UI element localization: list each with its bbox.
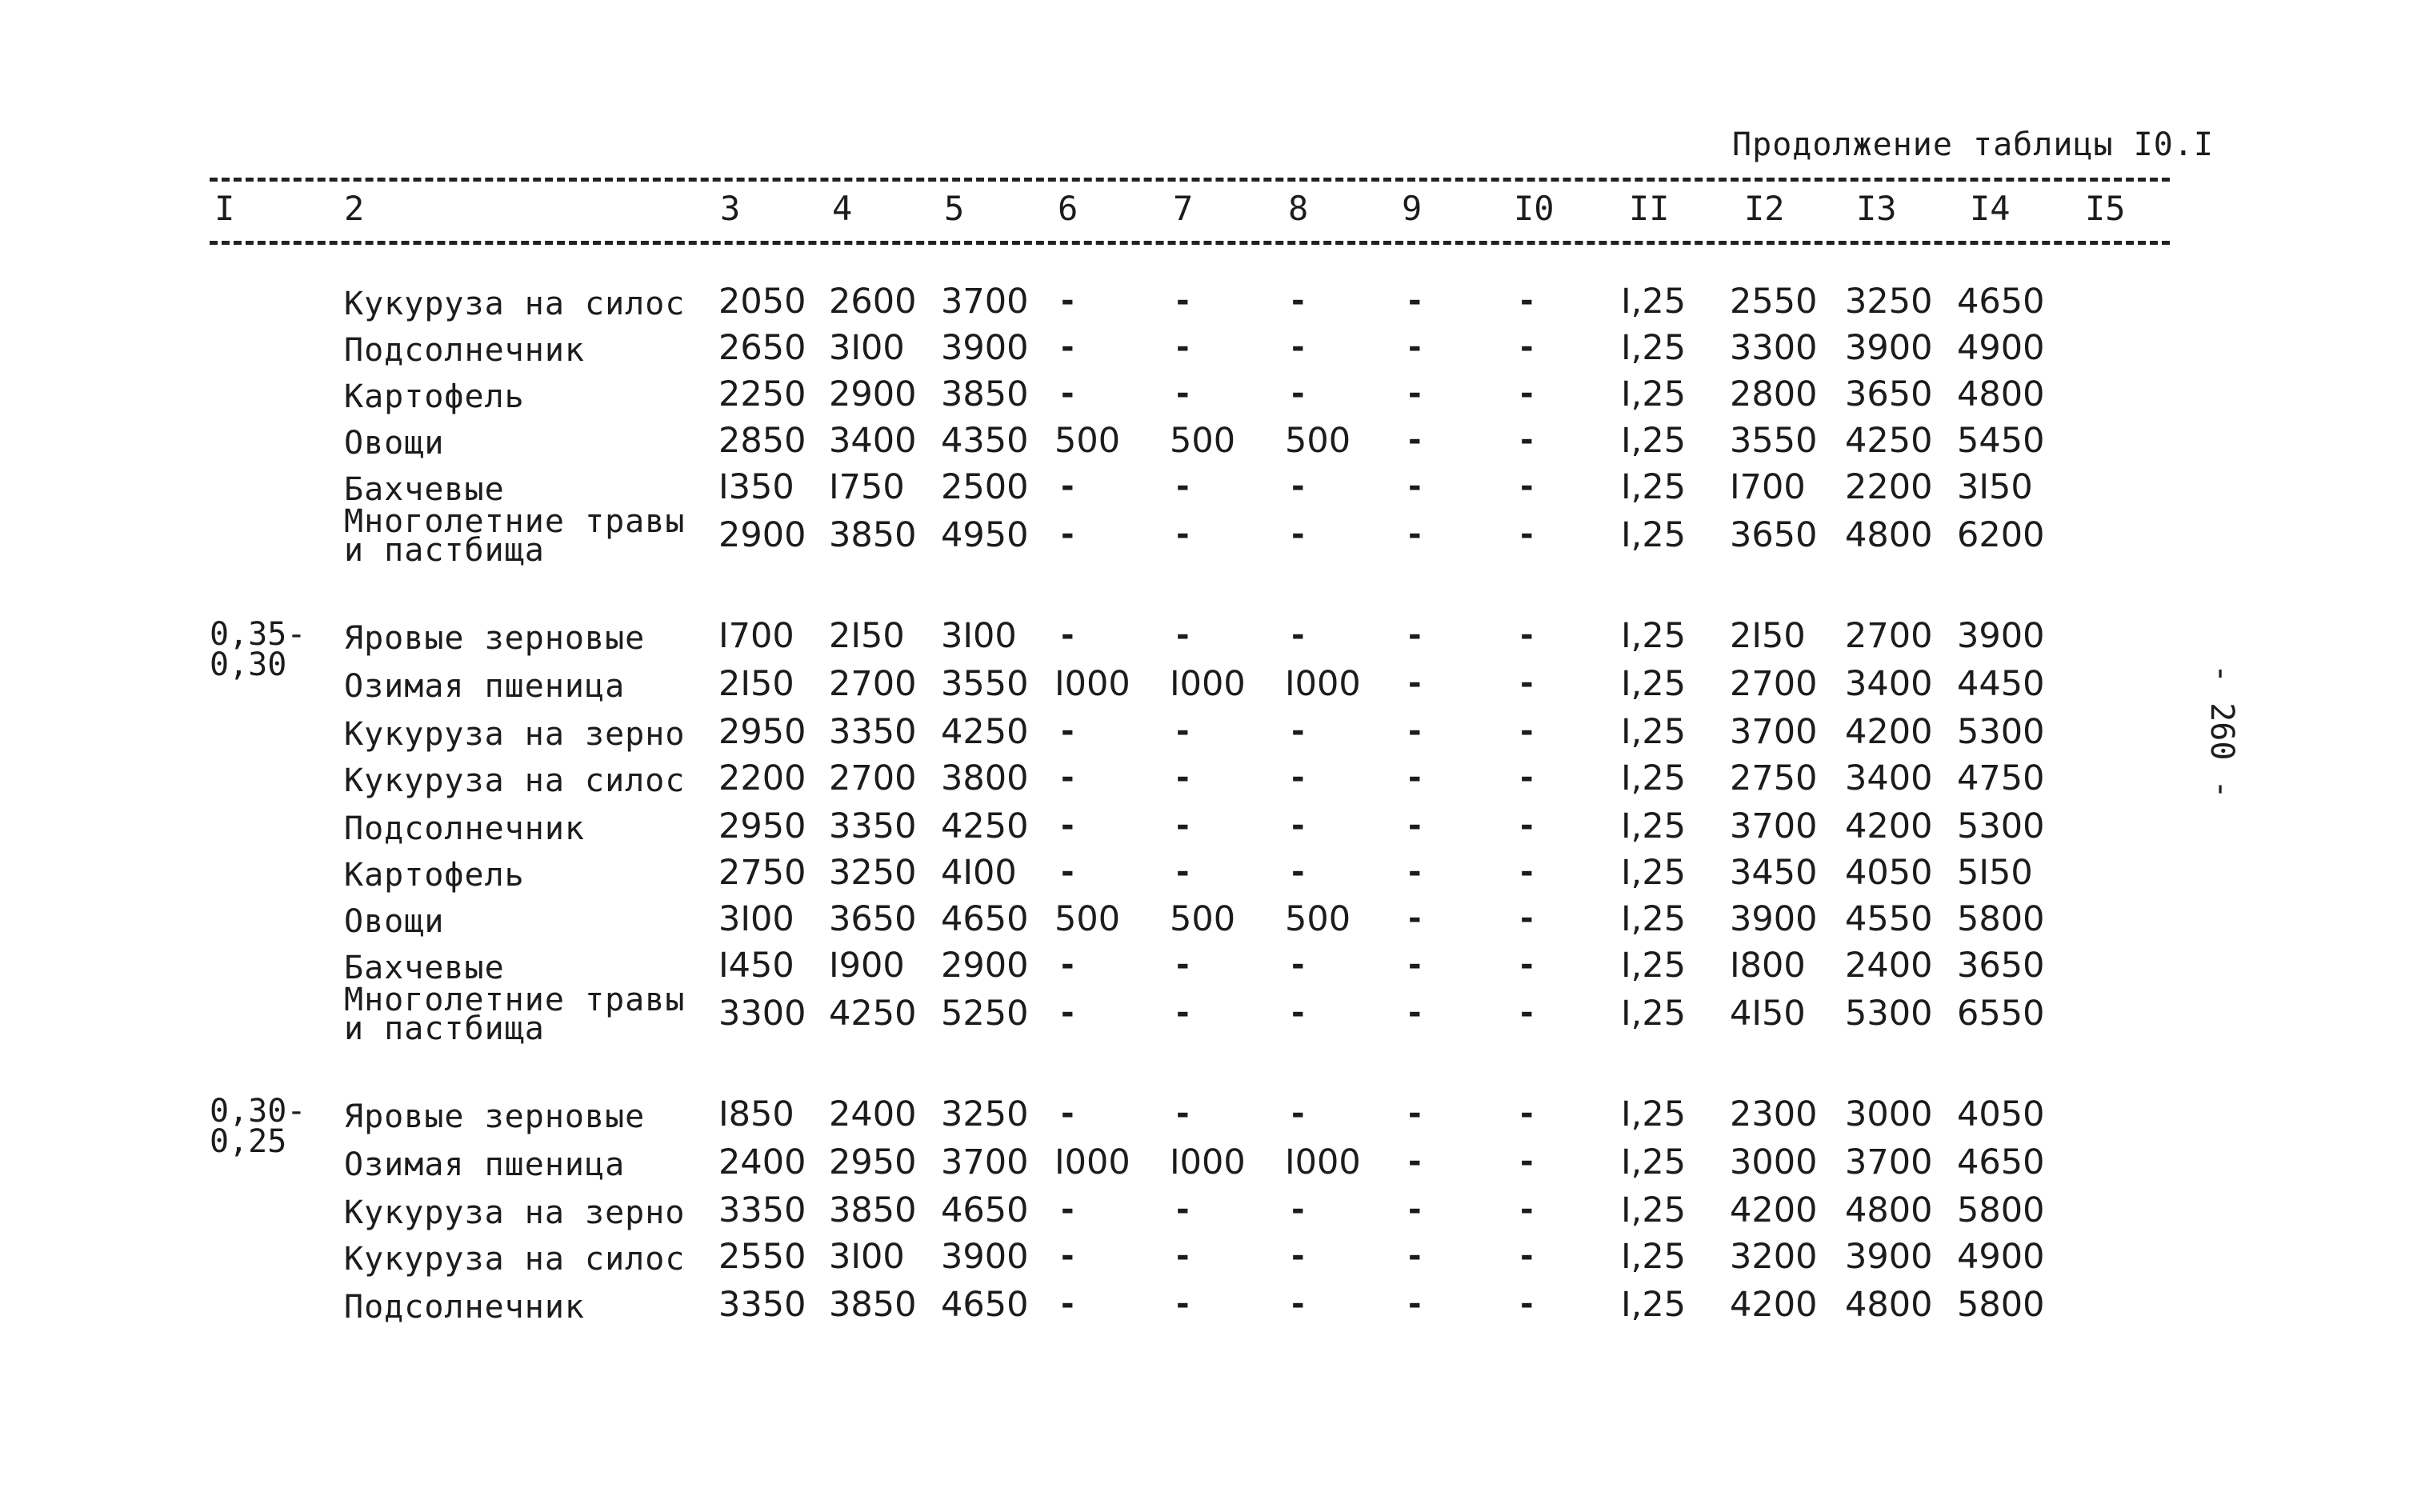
value-cell: 500 [1170, 899, 1236, 939]
empty-cell-dash: - [1520, 282, 1534, 319]
empty-cell-dash: - [1520, 1191, 1534, 1228]
column-header: 7 [1173, 189, 1194, 228]
value-cell: 2400 [829, 1094, 917, 1134]
value-cell: 3700 [941, 1142, 1029, 1182]
empty-cell-dash: - [1061, 1286, 1074, 1322]
value-cell: 3I00 [941, 616, 1017, 656]
value-cell: 3900 [1845, 328, 1933, 368]
empty-cell-dash: - [1061, 807, 1074, 844]
crop-name: Подсолнечник [344, 810, 585, 847]
empty-cell-dash: - [1520, 468, 1534, 505]
value-cell: 3700 [1730, 712, 1818, 752]
value-cell: 3650 [1730, 515, 1818, 555]
empty-cell-dash: - [1291, 713, 1305, 750]
crop-name: Кукуруза на зерно [344, 1194, 686, 1231]
value-cell: 3800 [941, 758, 1029, 798]
value-cell: 500 [1285, 421, 1351, 461]
empty-cell-dash: - [1176, 946, 1190, 983]
value-cell: 4650 [941, 1190, 1029, 1230]
empty-cell-dash: - [1408, 759, 1422, 796]
value-cell: 4800 [1957, 374, 2045, 414]
empty-cell-dash: - [1520, 854, 1534, 890]
value-cell: 3650 [1957, 946, 2045, 986]
empty-cell-dash: - [1291, 759, 1305, 796]
value-cell: 4200 [1845, 712, 1933, 752]
zone-range-label: 0,35- 0,30 [210, 616, 306, 683]
value-cell: 3850 [829, 515, 917, 555]
column-header: 6 [1058, 189, 1078, 228]
empty-cell-dash: - [1520, 994, 1534, 1031]
value-cell: I,25 [1621, 899, 1687, 939]
value-cell: 4550 [1845, 899, 1933, 939]
empty-cell-dash: - [1176, 713, 1190, 750]
empty-cell-dash: - [1408, 807, 1422, 844]
value-cell: 3350 [829, 712, 917, 752]
column-header: I5 [2085, 189, 2126, 228]
column-header: I2 [1744, 189, 1785, 228]
value-cell: I,25 [1621, 712, 1687, 752]
value-cell: 2400 [1845, 946, 1933, 986]
empty-cell-dash: - [1176, 807, 1190, 844]
empty-cell-dash: - [1408, 422, 1422, 458]
empty-cell-dash: - [1408, 1143, 1422, 1180]
value-cell: 3000 [1845, 1094, 1933, 1134]
value-cell: 3300 [718, 994, 806, 1034]
value-cell: 2900 [829, 374, 917, 414]
value-cell: I000 [1285, 664, 1361, 704]
empty-cell-dash: - [1061, 759, 1074, 796]
value-cell: I,25 [1621, 1094, 1687, 1134]
empty-cell-dash: - [1291, 1191, 1305, 1228]
empty-cell-dash: - [1176, 516, 1190, 553]
value-cell: 5300 [1957, 712, 2045, 752]
empty-cell-dash: - [1176, 1191, 1190, 1228]
value-cell: 2250 [718, 374, 806, 414]
empty-cell-dash: - [1061, 282, 1074, 319]
empty-cell-dash: - [1291, 516, 1305, 553]
value-cell: 3I00 [829, 328, 905, 368]
value-cell: 3550 [941, 664, 1029, 704]
value-cell: 5300 [1957, 806, 2045, 846]
crop-name: Яровые зерновые [344, 620, 646, 657]
empty-cell-dash: - [1408, 1095, 1422, 1132]
empty-cell-dash: - [1176, 329, 1190, 366]
value-cell: I850 [718, 1094, 794, 1134]
value-cell: 3850 [829, 1285, 917, 1325]
empty-cell-dash: - [1520, 1238, 1534, 1274]
value-cell: 2400 [718, 1142, 806, 1182]
value-cell: 3400 [1845, 664, 1933, 704]
empty-cell-dash: - [1061, 946, 1074, 983]
empty-cell-dash: - [1520, 759, 1534, 796]
crop-name: Многолетние травы и пастбища [344, 503, 686, 569]
value-cell: 500 [1285, 899, 1351, 939]
empty-cell-dash: - [1176, 854, 1190, 890]
empty-cell-dash: - [1061, 994, 1074, 1031]
empty-cell-dash: - [1520, 422, 1534, 458]
value-cell: 4050 [1957, 1094, 2045, 1134]
empty-cell-dash: - [1291, 617, 1305, 654]
empty-cell-dash: - [1291, 1286, 1305, 1322]
empty-cell-dash: - [1520, 516, 1534, 553]
value-cell: 500 [1170, 421, 1236, 461]
value-cell: 3400 [829, 421, 917, 461]
empty-cell-dash: - [1408, 282, 1422, 319]
crop-name: Картофель [344, 378, 525, 415]
value-cell: 2650 [718, 328, 806, 368]
value-cell: 3I00 [829, 1237, 905, 1277]
value-cell: I,25 [1621, 1237, 1687, 1277]
value-cell: 2550 [718, 1237, 806, 1277]
value-cell: 2750 [718, 853, 806, 893]
value-cell: 4250 [829, 994, 917, 1034]
empty-cell-dash: - [1061, 329, 1074, 366]
empty-cell-dash: - [1408, 516, 1422, 553]
value-cell: 4800 [1845, 1285, 1933, 1325]
page-number: - 260 - [2203, 664, 2240, 799]
value-cell: 4450 [1957, 664, 2045, 704]
empty-cell-dash: - [1291, 468, 1305, 505]
value-cell: 3850 [941, 374, 1029, 414]
value-cell: 3700 [1845, 1142, 1933, 1182]
empty-cell-dash: - [1408, 994, 1422, 1031]
value-cell: 2850 [718, 421, 806, 461]
value-cell: 2700 [829, 664, 917, 704]
value-cell: I700 [718, 616, 794, 656]
value-cell: 5300 [1845, 994, 1933, 1034]
empty-cell-dash: - [1520, 617, 1534, 654]
value-cell: I,25 [1621, 515, 1687, 555]
crop-name: Бахчевые [344, 950, 505, 986]
value-cell: 2I50 [718, 664, 794, 704]
table-caption: Продолжение таблицы I0.I [1732, 126, 2214, 163]
crop-name: Озимая пшеница [344, 1146, 626, 1183]
value-cell: I,25 [1621, 374, 1687, 414]
value-cell: 6550 [1957, 994, 2045, 1034]
value-cell: I,25 [1621, 328, 1687, 368]
value-cell: 2950 [718, 712, 806, 752]
value-cell: 2800 [1730, 374, 1818, 414]
crop-name: Подсолнечник [344, 332, 585, 369]
value-cell: 3650 [829, 899, 917, 939]
value-cell: I350 [718, 467, 794, 507]
empty-cell-dash: - [1061, 375, 1074, 412]
value-cell: 3I00 [718, 899, 794, 939]
crop-name: Кукуруза на силос [344, 762, 686, 799]
crop-name: Картофель [344, 857, 525, 894]
value-cell: I,25 [1621, 1285, 1687, 1325]
value-cell: 3250 [829, 853, 917, 893]
crop-name: Кукуруза на силос [344, 286, 686, 322]
value-cell: 2300 [1730, 1094, 1818, 1134]
empty-cell-dash: - [1408, 854, 1422, 890]
zone-range-label: 0,30- 0,25 [210, 1093, 306, 1160]
value-cell: 3900 [941, 328, 1029, 368]
empty-cell-dash: - [1408, 1238, 1422, 1274]
empty-cell-dash: - [1176, 282, 1190, 319]
value-cell: I000 [1170, 664, 1246, 704]
crop-name: Кукуруза на зерно [344, 716, 686, 753]
value-cell: I,25 [1621, 1142, 1687, 1182]
value-cell: 2550 [1730, 282, 1818, 322]
column-header: 4 [832, 189, 853, 228]
column-header: 2 [344, 189, 365, 228]
crop-name: Озимая пшеница [344, 668, 626, 705]
value-cell: 3000 [1730, 1142, 1818, 1182]
value-cell: 4650 [1957, 282, 2045, 322]
empty-cell-dash: - [1061, 854, 1074, 890]
value-cell: 4900 [1957, 328, 2045, 368]
empty-cell-dash: - [1520, 900, 1534, 937]
empty-cell-dash: - [1520, 665, 1534, 702]
value-cell: I,25 [1621, 664, 1687, 704]
value-cell: 4650 [941, 1285, 1029, 1325]
empty-cell-dash: - [1291, 282, 1305, 319]
empty-cell-dash: - [1408, 375, 1422, 412]
value-cell: 4I00 [941, 853, 1017, 893]
empty-cell-dash: - [1061, 1191, 1074, 1228]
column-header: I [214, 189, 235, 228]
empty-cell-dash: - [1291, 1095, 1305, 1132]
empty-cell-dash: - [1520, 1286, 1534, 1322]
value-cell: I,25 [1621, 946, 1687, 986]
value-cell: I,25 [1621, 853, 1687, 893]
value-cell: 3300 [1730, 328, 1818, 368]
value-cell: 2700 [1730, 664, 1818, 704]
value-cell: I,25 [1621, 421, 1687, 461]
value-cell: I800 [1730, 946, 1806, 986]
value-cell: I450 [718, 946, 794, 986]
value-cell: 4950 [941, 515, 1029, 555]
value-cell: 4650 [941, 899, 1029, 939]
value-cell: I750 [829, 467, 905, 507]
column-header: 9 [1402, 189, 1423, 228]
value-cell: 500 [1054, 421, 1121, 461]
value-cell: I,25 [1621, 806, 1687, 846]
empty-cell-dash: - [1176, 1238, 1190, 1274]
value-cell: 6200 [1957, 515, 2045, 555]
value-cell: I,25 [1621, 994, 1687, 1034]
empty-cell-dash: - [1408, 713, 1422, 750]
value-cell: 4250 [1845, 421, 1933, 461]
empty-cell-dash: - [1291, 946, 1305, 983]
empty-cell-dash: - [1176, 375, 1190, 412]
value-cell: 5250 [941, 994, 1029, 1034]
empty-cell-dash: - [1176, 468, 1190, 505]
empty-cell-dash: - [1520, 1143, 1534, 1180]
value-cell: I,25 [1621, 1190, 1687, 1230]
value-cell: I,25 [1621, 616, 1687, 656]
value-cell: 3850 [829, 1190, 917, 1230]
value-cell: 5800 [1957, 899, 2045, 939]
empty-cell-dash: - [1291, 375, 1305, 412]
column-header: 8 [1288, 189, 1309, 228]
value-cell: 3350 [718, 1285, 806, 1325]
value-cell: 2I50 [1730, 616, 1806, 656]
column-header: I0 [1514, 189, 1555, 228]
value-cell: 4200 [1730, 1285, 1818, 1325]
value-cell: 2950 [829, 1142, 917, 1182]
column-header: 5 [944, 189, 965, 228]
value-cell: 4250 [941, 806, 1029, 846]
column-header: 3 [720, 189, 741, 228]
empty-cell-dash: - [1291, 807, 1305, 844]
crop-name: Кукуруза на силос [344, 1241, 686, 1278]
value-cell: 3550 [1730, 421, 1818, 461]
value-cell: 3250 [941, 1094, 1029, 1134]
value-cell: 2500 [941, 467, 1029, 507]
value-cell: 4800 [1845, 1190, 1933, 1230]
crop-name: Овощи [344, 425, 445, 462]
empty-cell-dash: - [1061, 468, 1074, 505]
empty-cell-dash: - [1061, 1095, 1074, 1132]
value-cell: 500 [1054, 899, 1121, 939]
column-header: I3 [1856, 189, 1897, 228]
empty-cell-dash: - [1291, 994, 1305, 1031]
value-cell: I,25 [1621, 282, 1687, 322]
empty-cell-dash: - [1520, 329, 1534, 366]
value-cell: 2200 [1845, 467, 1933, 507]
empty-cell-dash: - [1408, 1286, 1422, 1322]
value-cell: I000 [1054, 664, 1130, 704]
value-cell: 2700 [1845, 616, 1933, 656]
value-cell: 4900 [1957, 1237, 2045, 1277]
value-cell: 3700 [941, 282, 1029, 322]
value-cell: 3400 [1845, 758, 1933, 798]
value-cell: I000 [1054, 1142, 1130, 1182]
value-cell: I000 [1170, 1142, 1246, 1182]
value-cell: 4650 [1957, 1142, 2045, 1182]
empty-cell-dash: - [1408, 617, 1422, 654]
column-header: I4 [1970, 189, 2011, 228]
value-cell: 4750 [1957, 758, 2045, 798]
value-cell: I,25 [1621, 467, 1687, 507]
empty-cell-dash: - [1291, 329, 1305, 366]
empty-cell-dash: - [1061, 617, 1074, 654]
empty-cell-dash: - [1061, 713, 1074, 750]
value-cell: 3350 [718, 1190, 806, 1230]
crop-name: Овощи [344, 903, 445, 940]
empty-cell-dash: - [1520, 1095, 1534, 1132]
value-cell: 4200 [1730, 1190, 1818, 1230]
value-cell: 2950 [718, 806, 806, 846]
value-cell: 3200 [1730, 1237, 1818, 1277]
value-cell: 3650 [1845, 374, 1933, 414]
value-cell: 3350 [829, 806, 917, 846]
value-cell: 4200 [1845, 806, 1933, 846]
empty-cell-dash: - [1408, 329, 1422, 366]
empty-cell-dash: - [1061, 1238, 1074, 1274]
value-cell: I900 [829, 946, 905, 986]
empty-cell-dash: - [1176, 1095, 1190, 1132]
crop-name: Многолетние травы и пастбища [344, 982, 686, 1047]
empty-cell-dash: - [1520, 375, 1534, 412]
value-cell: 4350 [941, 421, 1029, 461]
column-header: II [1629, 189, 1670, 228]
value-cell: 3I50 [1957, 467, 2033, 507]
value-cell: 5800 [1957, 1285, 2045, 1325]
crop-name: Бахчевые [344, 471, 505, 508]
value-cell: I000 [1285, 1142, 1361, 1182]
value-cell: 2I50 [829, 616, 905, 656]
value-cell: 2750 [1730, 758, 1818, 798]
value-cell: 5800 [1957, 1190, 2045, 1230]
empty-cell-dash: - [1176, 617, 1190, 654]
value-cell: 3900 [1845, 1237, 1933, 1277]
empty-cell-dash: - [1408, 665, 1422, 702]
value-cell: 2600 [829, 282, 917, 322]
empty-cell-dash: - [1291, 854, 1305, 890]
value-cell: 3900 [1730, 899, 1818, 939]
empty-cell-dash: - [1520, 946, 1534, 983]
crop-name: Подсолнечник [344, 1289, 585, 1326]
value-cell: 3900 [1957, 616, 2045, 656]
value-cell: 4800 [1845, 515, 1933, 555]
value-cell: 2700 [829, 758, 917, 798]
value-cell: 3450 [1730, 853, 1818, 893]
empty-cell-dash: - [1176, 994, 1190, 1031]
value-cell: 5450 [1957, 421, 2045, 461]
value-cell: 3250 [1845, 282, 1933, 322]
value-cell: 2900 [941, 946, 1029, 986]
empty-cell-dash: - [1176, 1286, 1190, 1322]
empty-cell-dash: - [1408, 1191, 1422, 1228]
empty-cell-dash: - [1061, 516, 1074, 553]
empty-cell-dash: - [1291, 1238, 1305, 1274]
value-cell: I,25 [1621, 758, 1687, 798]
value-cell: 3900 [941, 1237, 1029, 1277]
value-cell: 4250 [941, 712, 1029, 752]
value-cell: I700 [1730, 467, 1806, 507]
empty-cell-dash: - [1520, 807, 1534, 844]
value-cell: 2900 [718, 515, 806, 555]
value-cell: 4I50 [1730, 994, 1806, 1034]
empty-cell-dash: - [1408, 900, 1422, 937]
value-cell: 4050 [1845, 853, 1933, 893]
value-cell: 5I50 [1957, 853, 2033, 893]
header-top-rule [210, 178, 2170, 182]
value-cell: 2050 [718, 282, 806, 322]
empty-cell-dash: - [1408, 946, 1422, 983]
header-bottom-rule [210, 241, 2170, 245]
empty-cell-dash: - [1408, 468, 1422, 505]
empty-cell-dash: - [1520, 713, 1534, 750]
empty-cell-dash: - [1176, 759, 1190, 796]
value-cell: 3700 [1730, 806, 1818, 846]
value-cell: 2200 [718, 758, 806, 798]
crop-name: Яровые зерновые [344, 1098, 646, 1135]
